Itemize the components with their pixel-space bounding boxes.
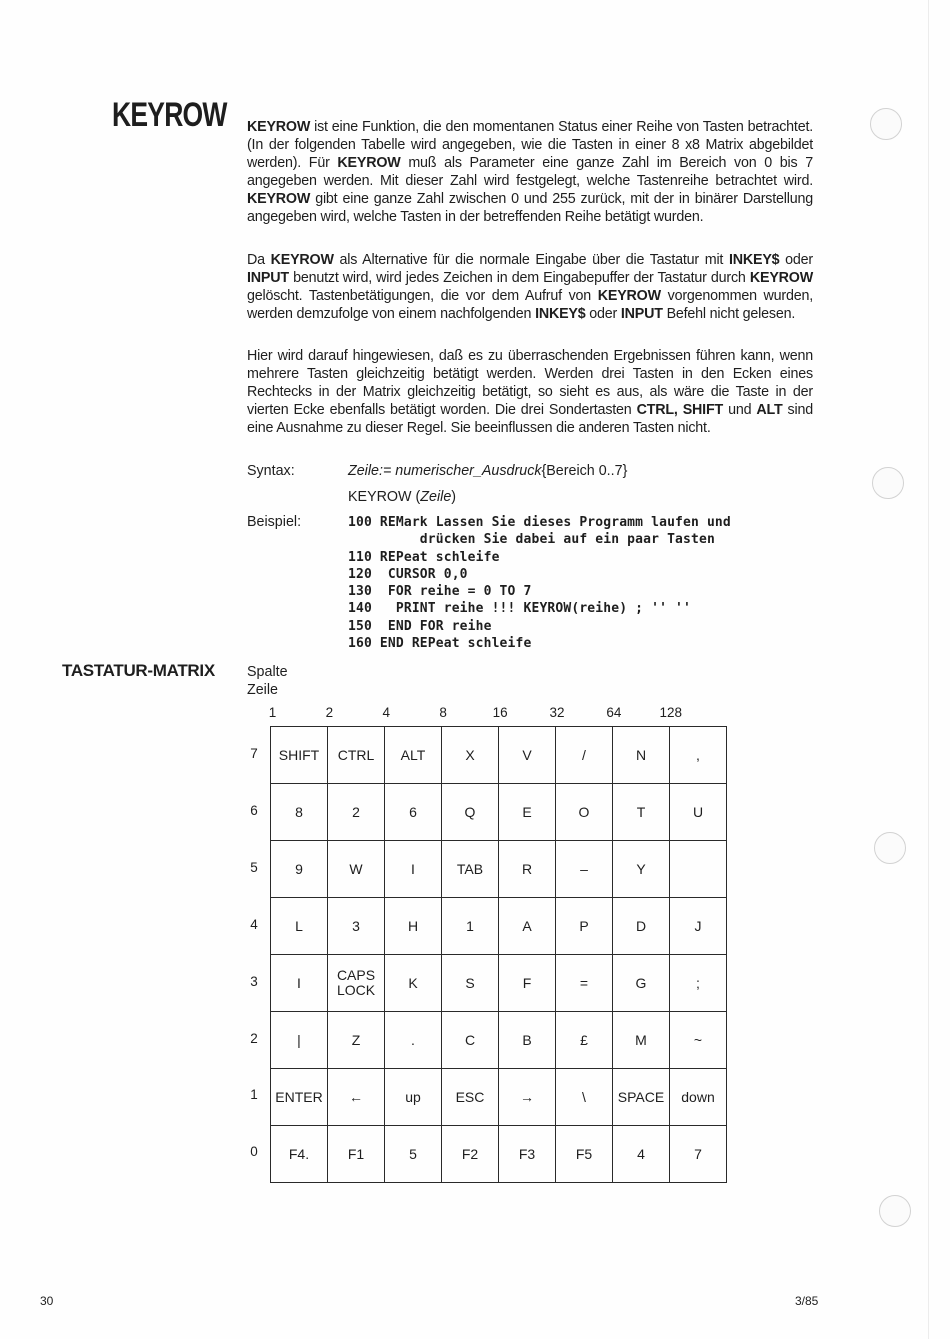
column-header: 128 bbox=[659, 705, 683, 720]
syntax-close: ) bbox=[451, 489, 457, 505]
key-cell bbox=[670, 841, 727, 898]
key-cell: ENTER bbox=[271, 1069, 328, 1126]
key-cell: H bbox=[385, 898, 442, 955]
key-cell: up bbox=[385, 1069, 442, 1126]
key-cell: → bbox=[499, 1069, 556, 1126]
paragraph-text: ist eine Funktion, die den momentanen Status einer Reihe von Tasten betrachtet. (In der folgenden Tabelle wird angegeben, wie die Tasten in einer 8 x8 Matrix abgebildet werden). Für bbox=[247, 119, 813, 171]
key-cell: Z bbox=[328, 1012, 385, 1069]
paragraph-description bbox=[247, 118, 813, 226]
row-axis-label: Zeile bbox=[247, 682, 278, 698]
row-label: 2 bbox=[250, 1030, 258, 1046]
column-header: 16 bbox=[492, 705, 508, 720]
key-cell: G bbox=[613, 955, 670, 1012]
example-code: 100 REMark Lassen Sie dieses Programm laufen und drücken Sie dabei auf ein paar Tasten 110 REPeat schleife 120 CURSOR 0,0 130 FOR reihe = 0 TO 7 140 PRINT reihe !!! KEYROW(reihe) ; '' '' 150 END FOR reihe 160 END REPeat schleife bbox=[348, 515, 731, 652]
row-label: 5 bbox=[250, 859, 258, 875]
key-cell: £ bbox=[556, 1012, 613, 1069]
syntax-parameter: Zeile bbox=[420, 489, 452, 505]
key-cell: SPACE bbox=[613, 1069, 670, 1126]
key-cell: CAPS LOCK bbox=[328, 955, 385, 1012]
keyword-heading: KEYROW bbox=[112, 96, 227, 134]
paragraph-text: Befehl nicht gelesen. bbox=[662, 306, 796, 322]
paragraph-text: gibt eine ganze Zahl zwischen 0 und 255 zurück, mit der in binärer Darstellung angegeben wird, welche Tasten in der betreffenden Reihe betätigt wurden. bbox=[247, 191, 813, 225]
matrix-row bbox=[271, 727, 727, 784]
paragraph-text: oder bbox=[779, 252, 813, 268]
key-cell: B bbox=[499, 1012, 556, 1069]
syntax-label: Syntax: bbox=[247, 463, 295, 479]
matrix-row bbox=[271, 784, 727, 841]
key-cell: , bbox=[670, 727, 727, 784]
key-cell: ~ bbox=[670, 1012, 727, 1069]
matrix-row bbox=[271, 1012, 727, 1069]
paragraph-text: Hier wird darauf hingewiesen, daß es zu überraschenden Ergebnissen führen kann, wenn mehrere Tasten gleichzeitig betätigt werden. Werden drei Tasten in den Ecken eines Rechtecks in der Matrix gleichzeitig betätigt, so sieht es aus, als wäre die Taste in der vierten Ecke ebenfalls betätigt worden. Die drei Sondertasten bbox=[247, 348, 813, 418]
paragraph-text: als Alternative für die normale Eingabe über die Tastatur mit bbox=[333, 252, 729, 268]
punch-hole bbox=[879, 1195, 911, 1227]
keyword-text: KEYROW bbox=[597, 288, 661, 304]
key-cell: TAB bbox=[442, 841, 499, 898]
row-label: 4 bbox=[250, 916, 258, 932]
paragraph-text: und bbox=[723, 402, 757, 418]
key-cell: down bbox=[670, 1069, 727, 1126]
key-cell: 4 bbox=[613, 1126, 670, 1183]
key-cell: F4. bbox=[271, 1126, 328, 1183]
key-cell: V bbox=[499, 727, 556, 784]
key-cell: R bbox=[499, 841, 556, 898]
keyword-text: KEYROW bbox=[749, 270, 813, 286]
key-cell: P bbox=[556, 898, 613, 955]
key-cell: CTRL bbox=[328, 727, 385, 784]
key-cell: X bbox=[442, 727, 499, 784]
keyword-text: KEYROW bbox=[270, 252, 334, 268]
syntax-expression: Zeile:= numerischer_Ausdruck bbox=[348, 463, 542, 479]
syntax-definition bbox=[348, 463, 627, 479]
paragraph-text: oder bbox=[585, 306, 621, 322]
key-cell: 3 bbox=[328, 898, 385, 955]
key-cell: I bbox=[271, 955, 328, 1012]
key-cell: D bbox=[613, 898, 670, 955]
key-cell: J bbox=[670, 898, 727, 955]
key-cell: . bbox=[385, 1012, 442, 1069]
key-cell: 5 bbox=[385, 1126, 442, 1183]
matrix-row bbox=[271, 1069, 727, 1126]
keyword-text: KEYROW bbox=[247, 119, 311, 135]
key-cell: / bbox=[556, 727, 613, 784]
key-cell: W bbox=[328, 841, 385, 898]
paragraph-text: vorgenommen wurden, werden demzufolge von einem nachfolgenden bbox=[247, 288, 813, 322]
key-cell: 7 bbox=[670, 1126, 727, 1183]
row-label: 1 bbox=[250, 1087, 258, 1103]
keyword-text: KEYROW bbox=[247, 191, 311, 207]
key-cell: U bbox=[670, 784, 727, 841]
key-cell: M bbox=[613, 1012, 670, 1069]
key-cell: F3 bbox=[499, 1126, 556, 1183]
key-cell: Q bbox=[442, 784, 499, 841]
key-cell: F2 bbox=[442, 1126, 499, 1183]
column-header: 1 bbox=[268, 705, 277, 720]
matrix-row bbox=[271, 898, 727, 955]
paragraph-text: benutzt wird, wird jedes Zeichen in dem Eingabepuffer der Tastatur durch bbox=[288, 270, 750, 286]
column-header: 4 bbox=[382, 705, 391, 720]
paragraph-input-buffer bbox=[247, 251, 813, 323]
key-cell: 8 bbox=[271, 784, 328, 841]
row-label: 3 bbox=[250, 973, 258, 989]
key-cell: ← bbox=[328, 1069, 385, 1126]
key-cell: E bbox=[499, 784, 556, 841]
syntax-range: {Bereich 0..7} bbox=[541, 463, 628, 479]
keyword-text: INPUT bbox=[247, 270, 289, 286]
key-cell: 9 bbox=[271, 841, 328, 898]
key-cell: I bbox=[385, 841, 442, 898]
key-cell: F5 bbox=[556, 1126, 613, 1183]
matrix-heading: TASTATUR-MATRIX bbox=[62, 661, 215, 680]
row-label: 0 bbox=[250, 1144, 258, 1160]
key-cell: – bbox=[556, 841, 613, 898]
key-cell: O bbox=[556, 784, 613, 841]
column-header: 2 bbox=[325, 705, 334, 720]
punch-hole bbox=[870, 108, 902, 140]
punch-hole bbox=[872, 467, 904, 499]
key-cell: N bbox=[613, 727, 670, 784]
key-cell: | bbox=[271, 1012, 328, 1069]
key-cell: A bbox=[499, 898, 556, 955]
key-cell: F bbox=[499, 955, 556, 1012]
key-cell: C bbox=[442, 1012, 499, 1069]
key-cell: ESC bbox=[442, 1069, 499, 1126]
key-cell: L bbox=[271, 898, 328, 955]
keyword-text: ALT bbox=[756, 402, 783, 418]
example-label: Beispiel: bbox=[247, 514, 302, 530]
punch-hole bbox=[874, 832, 906, 864]
paragraph-text: sind eine Ausnahme zu dieser Regel. Sie beeinflussen die anderen Tasten nicht. bbox=[247, 402, 813, 436]
page-date: 3/85 bbox=[795, 1294, 819, 1308]
key-cell: \ bbox=[556, 1069, 613, 1126]
keyword-text: CTRL, SHIFT bbox=[636, 402, 724, 418]
key-cell: T bbox=[613, 784, 670, 841]
key-cell: K bbox=[385, 955, 442, 1012]
row-label: 7 bbox=[250, 746, 258, 761]
keyboard-matrix-table bbox=[270, 726, 727, 1183]
key-cell: Y bbox=[613, 841, 670, 898]
column-header: 8 bbox=[439, 705, 447, 720]
key-cell: S bbox=[442, 955, 499, 1012]
row-label: 6 bbox=[250, 802, 258, 818]
paragraph-ghosting-note bbox=[247, 347, 813, 437]
page-edge bbox=[928, 0, 929, 1339]
key-cell: 2 bbox=[328, 784, 385, 841]
page-number: 30 bbox=[40, 1294, 54, 1308]
paragraph-text: gelöscht. Tastenbetätigungen, die vor dem Aufruf von bbox=[247, 288, 598, 304]
syntax-usage bbox=[348, 489, 456, 505]
paragraph-text: Da bbox=[247, 252, 271, 268]
matrix-row bbox=[271, 1126, 727, 1183]
column-header: 64 bbox=[606, 705, 622, 720]
key-cell: ALT bbox=[385, 727, 442, 784]
matrix-row bbox=[271, 955, 727, 1012]
key-cell: 6 bbox=[385, 784, 442, 841]
keyword-text: INKEY$ bbox=[728, 252, 780, 268]
matrix-row bbox=[271, 841, 727, 898]
column-header: 32 bbox=[549, 705, 565, 720]
keyword-text: KEYROW bbox=[337, 155, 401, 171]
key-cell: ; bbox=[670, 955, 727, 1012]
key-cell: = bbox=[556, 955, 613, 1012]
syntax-keyword: KEYROW ( bbox=[348, 489, 421, 505]
key-cell: F1 bbox=[328, 1126, 385, 1183]
key-cell: 1 bbox=[442, 898, 499, 955]
keyword-text: INKEY$ bbox=[535, 306, 586, 322]
column-axis-label: Spalte bbox=[247, 664, 288, 680]
keyword-text: INPUT bbox=[620, 306, 663, 322]
key-cell: SHIFT bbox=[271, 727, 328, 784]
paragraph-text: muß als Parameter eine ganze Zahl im Bereich von 0 bis 7 angegeben werden. Mit dieser Zahl wird festgelegt, welche Tastenreihe betrachtet wird. bbox=[247, 155, 814, 189]
